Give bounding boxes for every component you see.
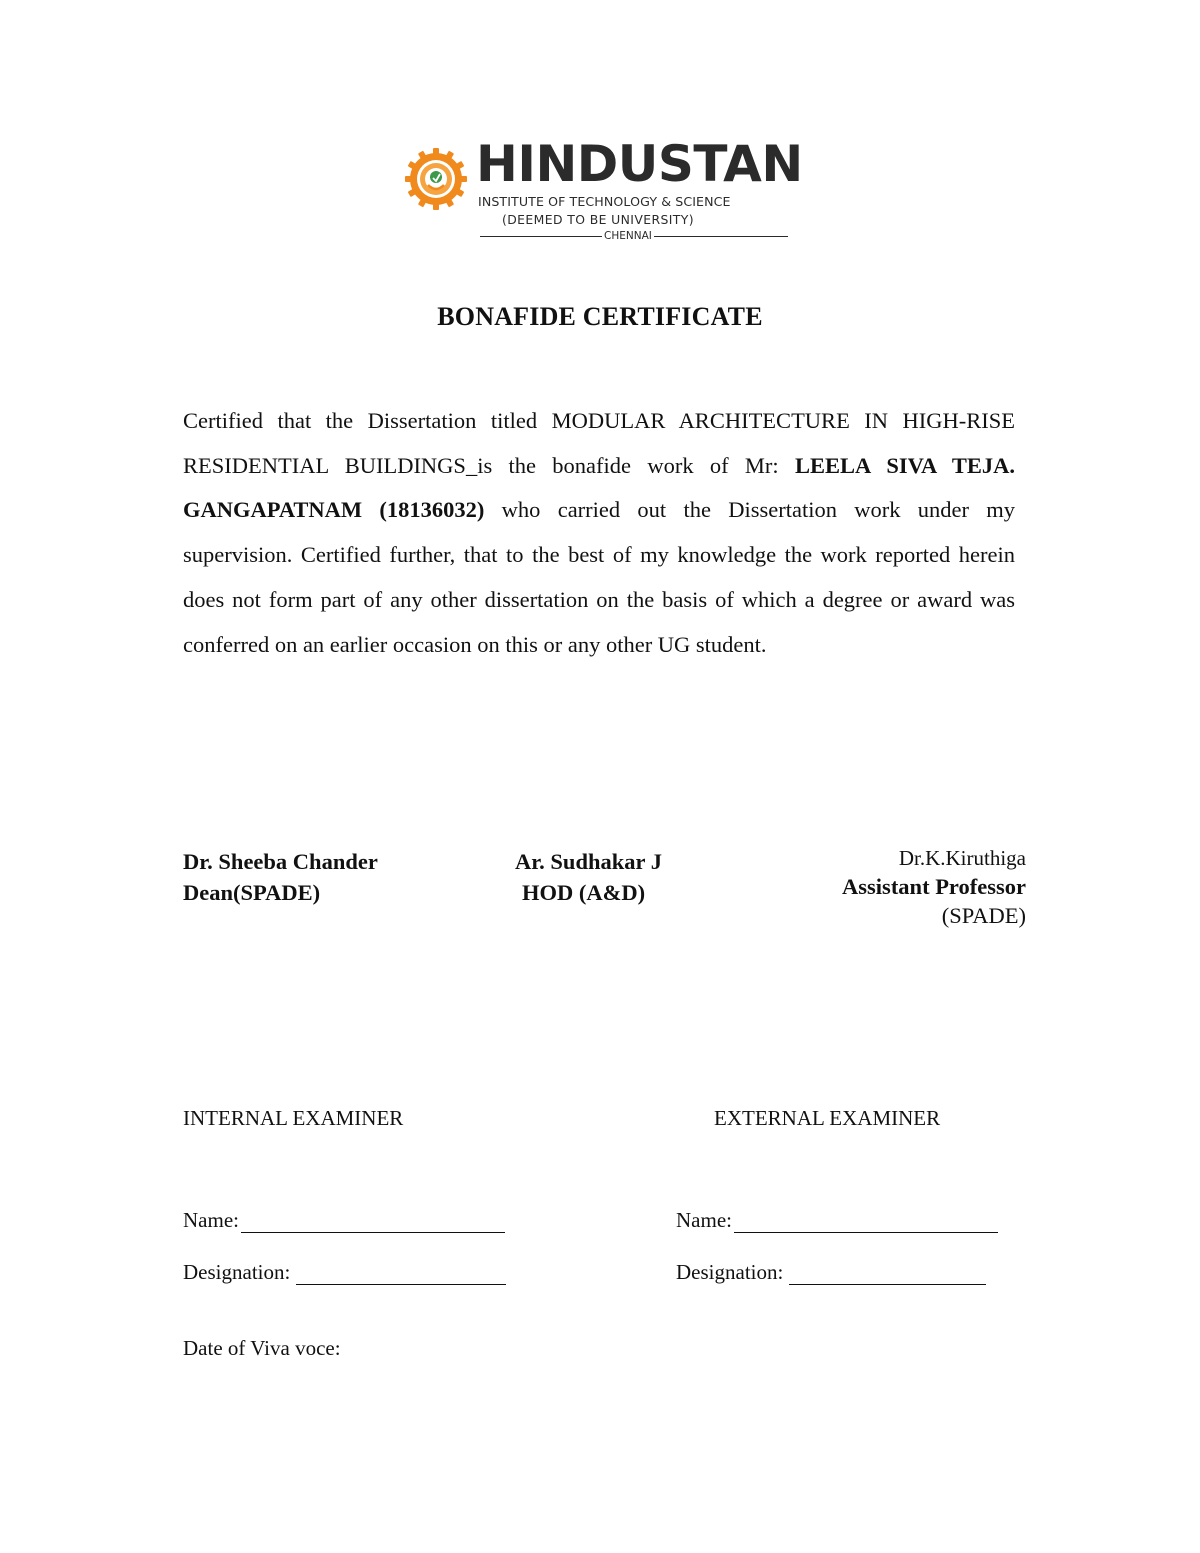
hod-title: HOD (A&D) xyxy=(522,880,646,905)
dean-name: Dr. Sheeba Chander xyxy=(183,849,378,874)
external-examiner-heading: EXTERNAL EXAMINER xyxy=(714,1106,941,1130)
dean-title: Dean(SPADE) xyxy=(183,880,321,905)
internal-designation-field xyxy=(183,1260,506,1285)
viva-date-label: Date of Viva voce: xyxy=(183,1336,341,1360)
logo-name: HINDUSTAN xyxy=(476,135,803,193)
guide-name: Dr.K.Kiruthiga xyxy=(898,846,1026,870)
internal-name-field xyxy=(183,1208,505,1233)
internal-designation-label: Designation: xyxy=(183,1260,291,1284)
logo-city: CHENNAI xyxy=(604,230,652,242)
external-designation-label: Designation: xyxy=(676,1260,784,1284)
external-designation-blank xyxy=(789,1264,986,1285)
guide-dept: (SPADE) xyxy=(941,903,1026,928)
student-name: LEELA SIVA TEJA. GANGAPATNAM (18136032) xyxy=(183,452,1015,523)
logo-city-divider xyxy=(480,229,788,243)
viva-date-field xyxy=(183,1336,341,1361)
external-designation-field xyxy=(676,1260,986,1285)
gear-emblem-icon xyxy=(404,147,468,211)
external-name-label: Name: xyxy=(676,1208,732,1232)
guide-title: Assistant Professor xyxy=(842,874,1026,899)
external-name-field xyxy=(676,1208,998,1233)
certificate-body xyxy=(183,399,1015,667)
body-part-3: who carried out the Dissertation work under my supervision. Certified further, that to the best of my knowledge the work reported herein does not form part of any other dissertation on the basis of which a degree or award was conferred on an earlier occasion on this or any other UG student. xyxy=(183,497,1015,657)
external-name-blank xyxy=(734,1212,998,1233)
logo-status: (DEEMED TO BE UNIVERSITY) xyxy=(502,212,694,227)
internal-examiner-heading: INTERNAL EXAMINER xyxy=(183,1106,404,1130)
institute-logo xyxy=(404,135,803,245)
internal-name-label: Name: xyxy=(183,1208,239,1232)
logo-subtitle: INSTITUTE OF TECHNOLOGY & SCIENCE xyxy=(478,194,731,209)
certificate-title: BONAFIDE CERTIFICATE xyxy=(437,302,763,331)
internal-name-blank xyxy=(241,1212,505,1233)
body-part-2: _is the bonafide work of Mr: xyxy=(465,452,795,478)
internal-designation-blank xyxy=(296,1264,506,1285)
body-part-1: Certified that the Dissertation titled MODULAR ARCHITECTURE IN HIGH-RISE RESIDENTIAL BUILDINGS xyxy=(183,408,1015,478)
hod-name: Ar. Sudhakar J xyxy=(515,849,662,874)
